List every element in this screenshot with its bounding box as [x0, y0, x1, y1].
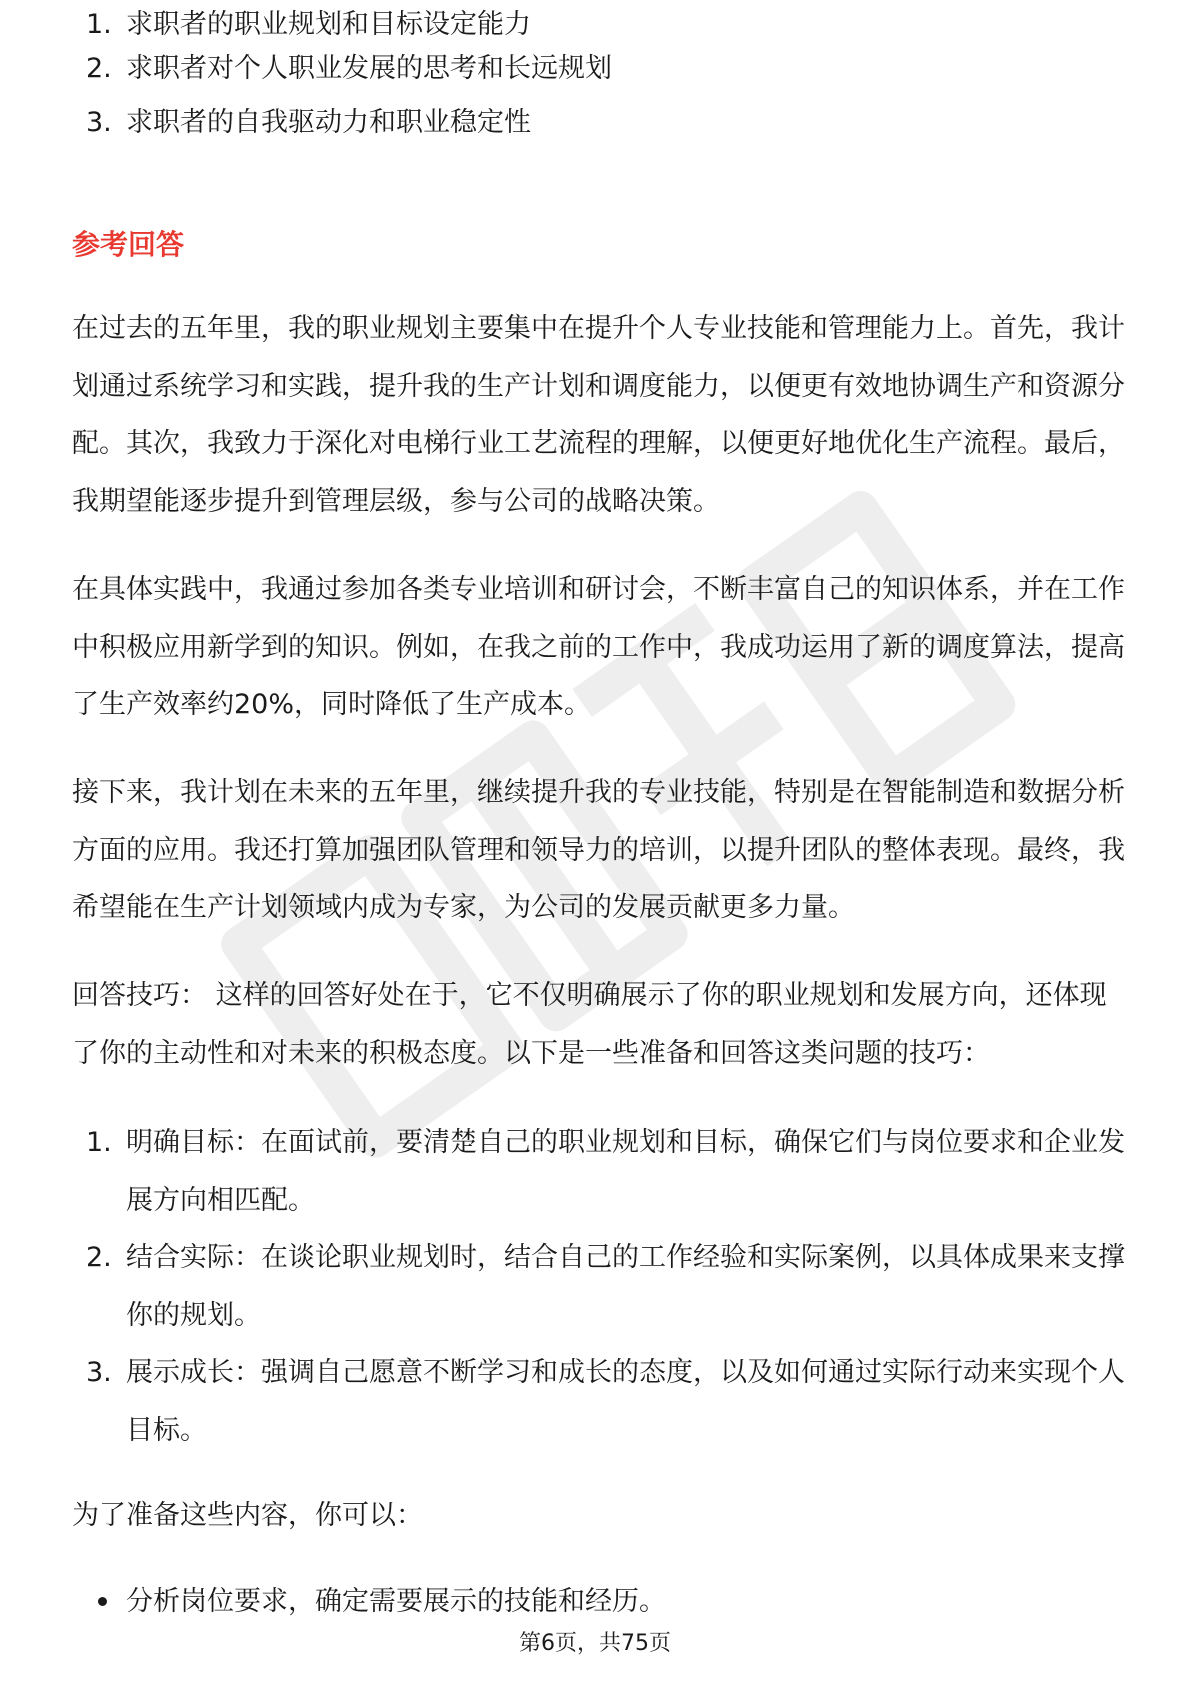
list-item-text: 明确目标：在面试前，要清楚自己的职业规划和目标，确保它们与岗位要求和企业发展方向相匹配。 — [126, 1127, 1125, 1216]
list-item-text: 展示成长：强调自己愿意不断学习和成长的态度，以及如何通过实际行动来实现个人目标。 — [126, 1357, 1125, 1446]
bullet-icon — [98, 1597, 107, 1606]
tips-list — [72, 1114, 1132, 1459]
list-item — [72, 1114, 1132, 1229]
list-item-text: 分析岗位要求，确定需要展示的技能和经历。 — [126, 1586, 666, 1617]
paragraph: 在过去的五年里，我的职业规划主要集中在提升个人专业技能和管理能力上。首先，我计划通过系统学习和实践，提升我的生产计划和调度能力，以便更有效地协调生产和资源分配。其次，我致力于深化对电梯行业工艺流程的理解，以便更好地优化生产流程。最后，我期望能逐步提升到管理层级，参与公司的战略决策。 — [72, 313, 1125, 517]
section-title: 参考回答 — [72, 228, 185, 261]
list-item — [72, 40, 1132, 98]
list-number: 3. — [86, 1357, 112, 1388]
list-number: 2. — [86, 53, 112, 84]
bullet-list — [72, 1573, 1132, 1631]
list-item — [72, 94, 1132, 152]
prep-intro: 为了准备这些内容，你可以： — [72, 1500, 423, 1531]
list-item — [72, 1344, 1132, 1459]
tips-paragraph: 回答技巧： 这样的回答好处在于，它不仅明确展示了你的职业规划和发展方向，还体现了你的主动性和对未来的积极态度。以下是一些准备和回答这类问题的技巧： — [72, 980, 1107, 1069]
list-item — [72, 1229, 1132, 1344]
list-item-text: 求职者的自我驱动力和职业稳定性 — [126, 107, 531, 138]
paragraph: 接下来，我计划在未来的五年里，继续提升我的专业技能，特别是在智能制造和数据分析方面的应用。我还打算加强团队管理和领导力的培训，以提升团队的整体表现。最终，我希望能在生产计划领域内成为专家，为公司的发展贡献更多力量。 — [72, 777, 1125, 923]
list-number: 2. — [86, 1242, 112, 1273]
list-item — [72, 1573, 1132, 1631]
list-item-text: 结合实际：在谈论职业规划时，结合自己的工作经验和实际案例，以具体成果来支撑你的规划。 — [126, 1242, 1125, 1331]
list-number: 1. — [86, 1127, 112, 1158]
page-footer: 第6页，共75页 — [519, 1631, 671, 1656]
list-number: 3. — [86, 107, 112, 138]
top-list — [72, 0, 1132, 156]
list-item-text: 求职者对个人职业发展的思考和长远规划 — [126, 53, 612, 84]
list-number: 1. — [86, 9, 112, 40]
paragraph: 在具体实践中，我通过参加各类专业培训和研讨会，不断丰富自己的知识体系，并在工作中积极应用新学到的知识。例如，在我之前的工作中，我成功运用了新的调度算法，提高了生产效率约20%，同时降低了生产成本。 — [72, 574, 1125, 720]
list-item — [72, 0, 1132, 40]
list-item-text: 求职者的职业规划和目标设定能力 — [126, 9, 531, 40]
